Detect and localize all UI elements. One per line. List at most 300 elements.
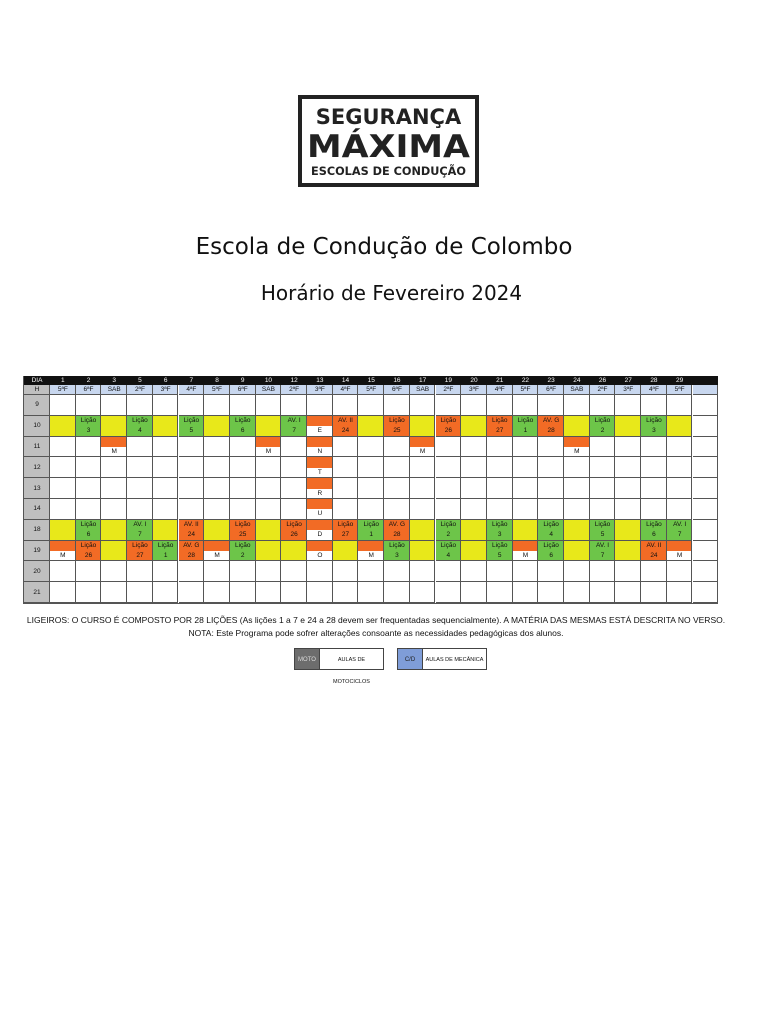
schedule-cell: [487, 499, 513, 520]
schedule-cell: [667, 499, 693, 520]
lesson-block-bottom: [410, 426, 436, 436]
day-label: 27: [624, 377, 632, 384]
schedule-cell: [127, 478, 153, 499]
lesson-number: 5: [497, 552, 502, 559]
lesson-block-top: [410, 541, 436, 551]
weekday-label: 3ªF: [160, 386, 171, 393]
day-label: 24: [573, 377, 581, 384]
weekday-label: 4ªF: [186, 386, 197, 393]
schedule-cell: [153, 457, 179, 478]
schedule-cell: [641, 437, 667, 458]
lesson-block-bottom: [204, 530, 230, 540]
lesson-number: 6: [240, 427, 245, 435]
lesson-block-bottom: [513, 530, 539, 540]
lesson-title: AV. II: [183, 520, 199, 528]
schedule-cell: [693, 541, 719, 562]
schedule-cell: [179, 478, 205, 499]
weekday-label: 4ªF: [648, 386, 659, 393]
lesson-number: 3: [86, 427, 91, 435]
schedule-cell: [487, 582, 513, 603]
weekday-label: 5ªF: [520, 386, 531, 393]
lesson-number: 3: [652, 427, 656, 435]
lesson-title: Lição: [234, 541, 251, 549]
lesson-number: 26: [290, 531, 298, 539]
day-label: 8: [215, 377, 219, 384]
lesson-title: Lição: [389, 541, 405, 549]
schedule-cell: [333, 561, 359, 582]
lesson-number: 7: [292, 427, 296, 435]
lesson-block-bottom: [50, 426, 76, 436]
schedule-cell: [667, 561, 693, 582]
schedule-cell: [256, 499, 282, 520]
lesson-block-top: [307, 499, 333, 509]
schedule-cell: [615, 457, 641, 478]
lesson-block-bottom: [461, 426, 487, 436]
lesson-number: O: [317, 552, 323, 559]
schedule-cell: [358, 395, 384, 416]
lesson-block-bottom: [101, 530, 127, 540]
schedule-cell: [487, 478, 513, 499]
schedule-cell: [50, 478, 76, 499]
schedule-cell: [436, 437, 462, 458]
schedule-cell: [667, 437, 693, 458]
schedule-cell: [564, 561, 590, 582]
schedule-cell: [538, 499, 564, 520]
schedule-cell: [179, 582, 205, 603]
lesson-title: Lição: [234, 520, 251, 528]
lesson-block-bottom: [615, 530, 641, 540]
schedule-cell: [50, 561, 76, 582]
schedule-cell: [461, 499, 487, 520]
schedule-cell: [641, 582, 667, 603]
lesson-block-top: [101, 437, 127, 447]
program-note: NOTA: Este Programa pode sofrer alterações consoante as necessidades pedagógicas dos alunos.: [188, 628, 564, 638]
lesson-number: 7: [600, 552, 605, 559]
schedule-cell: [513, 499, 539, 520]
lesson-block-bottom: [615, 551, 641, 561]
lesson-number: 25: [393, 427, 401, 435]
schedule-cell: [693, 416, 719, 437]
hour-label: 11: [33, 443, 41, 450]
schedule-cell: [76, 395, 102, 416]
schedule-cell: [436, 457, 462, 478]
lesson-title: Lição: [646, 520, 662, 528]
schedule-cell: [641, 457, 667, 478]
lesson-block-top: [307, 416, 333, 426]
lesson-number: 26: [84, 552, 93, 559]
schedule-cell: [615, 478, 641, 499]
weekday-label: 5ªF: [674, 386, 685, 393]
lesson-title: AV. I: [596, 541, 610, 549]
schedule-cell: [410, 561, 436, 582]
schedule-cell: [487, 457, 513, 478]
lesson-title: Lição: [80, 520, 97, 528]
lesson-number: M: [265, 448, 272, 455]
schedule-cell: [384, 457, 410, 478]
lesson-number: 6: [652, 531, 656, 539]
lesson-number: 27: [496, 427, 504, 435]
svg-text:MÁXIMA: MÁXIMA: [307, 129, 470, 165]
lesson-block-bottom: [410, 551, 436, 561]
lesson-title: Lição: [491, 520, 508, 528]
weekday-cell: [693, 385, 719, 395]
schedule-cell: [281, 395, 307, 416]
schedule-cell: [410, 457, 436, 478]
schedule-cell: [204, 561, 230, 582]
lesson-title: Lição: [80, 541, 97, 549]
lesson-title: Lição: [440, 520, 457, 528]
svg-text:ESCOLAS DE CONDUÇÃO: ESCOLAS DE CONDUÇÃO: [311, 164, 470, 178]
schedule-cell: [204, 457, 230, 478]
schedule-cell: [101, 478, 127, 499]
schedule-cell: [50, 437, 76, 458]
lesson-block-top: [615, 541, 641, 551]
day-label: 28: [650, 377, 658, 384]
schedule-cell: [153, 499, 179, 520]
lesson-block-top: [333, 541, 359, 551]
lesson-number: M: [368, 552, 374, 559]
lesson-number: T: [317, 468, 322, 476]
schedule-cell: [281, 499, 307, 520]
day-label: 17: [419, 377, 427, 384]
course-note: LIGEIROS: O CURSO É COMPOSTO POR 28 LIÇÕES (As lições 1 a 7 e 24 a 28 devem ser frequentadas sequencialmente). A MATÉRIA DAS MESMAS ESTÁ DESCRITA NO VERSO.: [26, 615, 726, 625]
hour-label: 18: [33, 526, 41, 534]
schedule-cell: [179, 457, 205, 478]
lesson-title: Lição: [389, 416, 405, 424]
lesson-block-top: [256, 541, 282, 551]
schedule-cell: [538, 582, 564, 603]
schedule-cell: [230, 582, 256, 603]
lesson-title: Lição: [132, 416, 148, 424]
lesson-title: Lição: [517, 416, 534, 424]
schedule-cell: [127, 437, 153, 458]
schedule-cell: [461, 478, 487, 499]
hour-label: 12: [33, 463, 41, 471]
schedule-cell: [358, 478, 384, 499]
weekday-label: 6ªF: [391, 386, 402, 393]
lesson-block-bottom: [153, 530, 179, 540]
lesson-number: 28: [547, 427, 555, 435]
schedule-cell: [358, 437, 384, 458]
lesson-block-top: [615, 520, 641, 530]
lesson-title: AV. G: [183, 541, 200, 549]
schedule-cell: [693, 457, 719, 478]
lesson-block-bottom: [358, 426, 384, 436]
weekday-label: 2ªF: [443, 386, 454, 393]
schedule-cell: [693, 437, 719, 458]
schedule-cell: [281, 582, 307, 603]
schedule-cell: [615, 561, 641, 582]
schedule-cell: [358, 457, 384, 478]
schedule-cell: [538, 478, 564, 499]
lesson-block-bottom: [153, 426, 179, 436]
lesson-title: AV. II: [338, 416, 353, 424]
lesson-number: U: [317, 510, 323, 518]
day-label: 7: [189, 377, 194, 384]
lesson-number: 24: [187, 531, 195, 539]
lesson-block-top: [461, 520, 487, 530]
schedule-cell: [590, 582, 616, 603]
lesson-block-bottom: [204, 426, 230, 436]
schedule-cell: [590, 499, 616, 520]
lesson-title: Lição: [132, 541, 148, 549]
schedule-cell: [358, 561, 384, 582]
lesson-block-top: [307, 541, 333, 551]
schedule-cell: [693, 499, 719, 520]
lesson-block-top: [256, 416, 282, 426]
schedule-cell: [513, 478, 539, 499]
lesson-block-top: [461, 541, 487, 551]
schedule-cell: [50, 457, 76, 478]
hour-label: 13: [33, 484, 41, 492]
schedule-cell: [384, 478, 410, 499]
schedule-cell: [538, 395, 564, 416]
schedule-cell: [461, 582, 487, 603]
schedule-cell: [204, 499, 230, 520]
lesson-block-top: [615, 416, 641, 426]
lesson-number: 2: [446, 531, 451, 539]
lesson-block-top: [358, 416, 384, 426]
schedule-cell: [538, 457, 564, 478]
schedule-cell: [487, 395, 513, 416]
schedule-cell: [153, 561, 179, 582]
schedule-cell: [230, 457, 256, 478]
lesson-title: Lição: [286, 520, 302, 528]
schedule-cell: [667, 582, 693, 603]
lesson-number: 7: [677, 531, 682, 539]
lesson-title: Lição: [234, 416, 251, 424]
lesson-title: AV. G: [388, 520, 406, 528]
schedule-cell: [281, 457, 307, 478]
schedule-cell: [50, 395, 76, 416]
schedule-cell: [693, 582, 719, 603]
schedule-cell: [693, 520, 719, 541]
schedule-cell: [230, 478, 256, 499]
schedule-cell: [76, 457, 102, 478]
hour-label: 19: [33, 547, 41, 554]
schedule-cell: [179, 499, 205, 520]
day-label: 16: [393, 377, 401, 384]
weekday-label: 6ªF: [237, 386, 248, 393]
weekday-label: 4ªF: [340, 386, 351, 393]
lesson-block-top: [564, 416, 590, 426]
schedule-cell: [179, 437, 205, 458]
schedule-cell: [667, 457, 693, 478]
lesson-block-top: [101, 416, 127, 426]
lesson-number: 26: [444, 427, 452, 435]
schedule-cell: [436, 499, 462, 520]
lesson-block-bottom: [461, 530, 487, 540]
schedule-cell: [281, 561, 307, 582]
lesson-block-top: [281, 541, 307, 551]
page-title: Escola de Condução de Colombo: [195, 234, 573, 260]
schedule-cell: [179, 561, 205, 582]
schedule-cell: [410, 582, 436, 603]
lesson-block-top: [564, 541, 590, 551]
lesson-block-top: [564, 520, 590, 530]
hour-label: 20: [33, 567, 41, 575]
lesson-number: 6: [86, 531, 91, 539]
schedule-cell: [179, 395, 205, 416]
schedule-cell: [230, 561, 256, 582]
schedule-cell: [127, 457, 153, 478]
schedule-cell: [101, 582, 127, 603]
schedule-cell: [538, 437, 564, 458]
schedule-cell: [590, 457, 616, 478]
lesson-block-bottom: [101, 551, 127, 561]
schedule-cell: [333, 499, 359, 520]
lesson-block-top: [153, 416, 179, 426]
schedule-cell: [256, 478, 282, 499]
schedule-cell: [333, 437, 359, 458]
lesson-number: D: [317, 531, 323, 539]
schedule-cell: [667, 478, 693, 499]
lesson-title: Lição: [157, 541, 174, 549]
schedule-cell: [590, 478, 616, 499]
schedule-cell: [513, 395, 539, 416]
lesson-block-bottom: [50, 530, 76, 540]
weekday-label: 2ªF: [134, 386, 145, 393]
lesson-title: Lição: [440, 541, 457, 549]
schedule-cell: [513, 582, 539, 603]
lesson-block-top: [410, 520, 436, 530]
weekday-label: 2ªF: [289, 386, 300, 393]
schedule-cell: [564, 478, 590, 499]
lesson-block-bottom: [615, 426, 641, 436]
lesson-block-top: [307, 478, 333, 488]
schedule-cell: [384, 437, 410, 458]
lesson-number: M: [60, 552, 66, 559]
schedule-cell: [153, 437, 179, 458]
lesson-title: Lição: [543, 541, 559, 549]
weekday-label: SAB: [416, 386, 430, 393]
lesson-block-bottom: [564, 426, 590, 436]
schedule-cell: [667, 395, 693, 416]
schedule-cell: [461, 457, 487, 478]
schedule-cell: [307, 582, 333, 603]
schedule-cell: [564, 499, 590, 520]
lesson-number: 3: [497, 531, 502, 539]
weekday-label: 6ªF: [546, 386, 557, 393]
schedule-cell: [333, 478, 359, 499]
schedule-cell: [693, 395, 719, 416]
schedule-cell: [256, 457, 282, 478]
schedule-cell: [513, 457, 539, 478]
schedule-cell: [358, 582, 384, 603]
lesson-title: Lição: [543, 520, 559, 528]
lesson-number: 28: [187, 552, 195, 559]
lesson-title: Lição: [491, 416, 508, 424]
lesson-block-bottom: [256, 551, 282, 561]
lesson-title: Lição: [80, 416, 97, 424]
weekday-label: SAB: [107, 386, 121, 393]
lesson-number: 1: [523, 427, 528, 435]
weekday-label: SAB: [570, 386, 584, 393]
schedule-cell: [564, 582, 590, 603]
lesson-block-top: [204, 416, 230, 426]
lesson-block-bottom: [256, 426, 282, 436]
schedule-cell: [50, 499, 76, 520]
weekday-label: SAB: [261, 386, 275, 393]
weekday-label: 2ªF: [597, 386, 608, 393]
lesson-block-top: [256, 437, 282, 447]
schedule-cell: [101, 457, 127, 478]
lesson-number: M: [419, 448, 426, 455]
lesson-number: 6: [549, 552, 553, 559]
schedule-cell: [487, 437, 513, 458]
lesson-number: 27: [341, 531, 350, 539]
day-label: 29: [676, 377, 684, 384]
lesson-number: 24: [650, 552, 658, 559]
schedule-cell: [230, 395, 256, 416]
weekday-label: 3ªF: [623, 386, 634, 393]
lesson-number: 4: [446, 552, 451, 559]
schedule-cell: [590, 437, 616, 458]
hour-label: 14: [33, 505, 41, 513]
lesson-title: AV. II: [646, 541, 662, 549]
lesson-number: 5: [189, 427, 194, 435]
lesson-number: 5: [600, 531, 605, 539]
schedule-cell: [307, 561, 333, 582]
schedule-cell: [693, 561, 719, 582]
day-label: 14: [341, 377, 350, 384]
schedule-cell: [153, 395, 179, 416]
lesson-block-bottom: [564, 530, 590, 540]
lesson-block-top: [513, 541, 539, 551]
lesson-number: 1: [163, 552, 168, 559]
lesson-title: Lição: [594, 416, 611, 424]
schedule-cell: [487, 561, 513, 582]
day-label: 19: [444, 377, 452, 384]
schedule-cell: [538, 561, 564, 582]
weekday-label: 3ªF: [469, 386, 480, 393]
hour-corner-label: H: [34, 386, 40, 393]
schedule-cell: [281, 478, 307, 499]
lesson-title: AV. I: [133, 520, 147, 528]
day-label: 23: [547, 377, 555, 384]
schedule-cell: [436, 478, 462, 499]
day-label: 1: [61, 377, 65, 384]
schedule-cell: [615, 582, 641, 603]
schedule-cell: [76, 437, 102, 458]
lesson-number: M: [214, 552, 220, 559]
legend-cd-label: AULAS DE MECÂNICA: [422, 648, 487, 670]
schedule-cell: [307, 395, 333, 416]
lesson-number: 27: [136, 552, 144, 559]
lesson-number: R: [317, 489, 323, 497]
legend-moto-label: AULAS DE MOTOCICLOS: [319, 648, 384, 670]
schedule-cell: [384, 395, 410, 416]
lesson-title: Lição: [491, 541, 508, 549]
lesson-block-top: [204, 520, 230, 530]
lesson-number: M: [111, 448, 117, 455]
schedule-cell: [615, 395, 641, 416]
lesson-number: 24: [341, 427, 350, 435]
schedule-cell: [384, 499, 410, 520]
lesson-number: M: [574, 448, 580, 455]
hour-label: 10: [33, 422, 41, 430]
schedule-cell: [101, 499, 127, 520]
schedule-cell: [461, 561, 487, 582]
lesson-block-top: [358, 541, 384, 551]
lesson-block-top: [153, 520, 179, 530]
schedule-cell: [615, 499, 641, 520]
lesson-block-top: [461, 416, 487, 426]
day-label: 15: [367, 377, 375, 384]
schedule-cell: [230, 499, 256, 520]
schedule-cell: [641, 395, 667, 416]
lesson-number: 2: [600, 427, 605, 435]
